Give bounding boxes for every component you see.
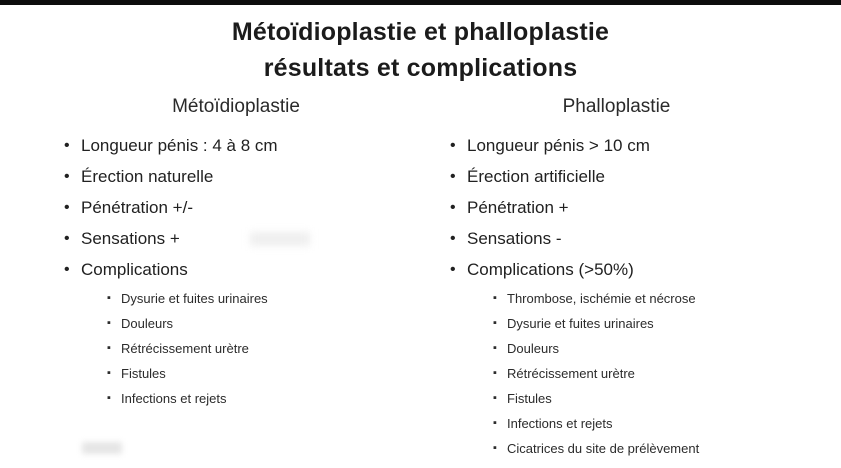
bullet-glyph-icon: • [450, 230, 456, 247]
list-item [448, 254, 831, 461]
list-item-label: Complications (>50%) [467, 260, 634, 279]
content-columns [0, 96, 841, 461]
list-item [448, 130, 831, 161]
bullet-glyph-icon: • [450, 261, 456, 278]
list-item [62, 223, 410, 254]
bullet-glyph-icon: • [64, 199, 70, 216]
sub-list-item-label: Thrombose, ischémie et nécrose [507, 291, 696, 306]
column-heading-right: Phalloplastie [562, 96, 671, 117]
bullet-list-left [62, 130, 410, 411]
list-item-label: Longueur pénis > 10 cm [467, 136, 650, 155]
sub-list-item-label: Fistules [121, 366, 166, 381]
list-item [448, 161, 831, 192]
sub-list-item-label: Cicatrices du site de prélèvement [507, 441, 700, 456]
sub-list-item-label: Douleurs [121, 316, 174, 331]
bullet-glyph-icon: • [450, 199, 456, 216]
bullet-list-right [448, 130, 831, 461]
sub-list-item-label: Infections et rejets [507, 416, 613, 431]
list-item [448, 192, 831, 223]
title-line-1: Métoïdioplastie et phalloplastie [231, 18, 610, 46]
title-line-2: résultats et complications [263, 54, 578, 82]
list-item-label: Érection artificielle [467, 167, 605, 186]
sub-bullet-glyph-icon: ▪ [493, 342, 497, 354]
sub-list-item [493, 361, 831, 386]
list-item-label: Sensations - [467, 229, 562, 248]
sub-list-item-label: Douleurs [507, 341, 560, 356]
sub-list-item [107, 286, 410, 311]
sub-bullet-glyph-icon: ▪ [493, 317, 497, 329]
sub-list-item [493, 411, 831, 436]
sub-list-item-label: Rétrécissement urètre [121, 341, 249, 356]
list-item-label: Érection naturelle [81, 167, 214, 186]
sub-bullet-glyph-icon: ▪ [107, 392, 111, 404]
list-item [62, 254, 410, 411]
sub-list-item [493, 286, 831, 311]
sub-bullet-glyph-icon: ▪ [107, 317, 111, 329]
sub-list-item-label: Dysurie et fuites urinaires [507, 316, 654, 331]
sub-bullet-glyph-icon: ▪ [493, 442, 497, 454]
column-heading-left: Métoïdioplastie [172, 96, 300, 117]
list-item [62, 130, 410, 161]
top-letterbox-band [0, 0, 841, 5]
sub-bullet-glyph-icon: ▪ [107, 367, 111, 379]
bullet-glyph-icon: • [64, 137, 70, 154]
bullet-glyph-icon: • [64, 230, 70, 247]
slide-title [0, 14, 841, 86]
sub-list-item-label: Dysurie et fuites urinaires [121, 291, 268, 306]
sub-bullet-glyph-icon: ▪ [107, 292, 111, 304]
sub-bullet-glyph-icon: ▪ [493, 292, 497, 304]
sub-list-item [107, 361, 410, 386]
bottom-artifact [82, 442, 122, 454]
sub-list-item [493, 386, 831, 411]
sub-bullet-list-left [81, 286, 410, 411]
compression-artifact [250, 232, 310, 246]
list-item-label: Longueur pénis : 4 à 8 cm [81, 136, 278, 155]
sub-bullet-glyph-icon: ▪ [493, 417, 497, 429]
sub-list-item [493, 336, 831, 361]
sub-bullet-glyph-icon: ▪ [107, 342, 111, 354]
list-item-label: Complications [81, 260, 188, 279]
sub-list-item [493, 311, 831, 336]
column-phalloplastie [420, 96, 841, 461]
bullet-glyph-icon: • [64, 261, 70, 278]
column-metoidioplastie [0, 96, 420, 461]
sub-list-item [107, 311, 410, 336]
list-item-label: Sensations + [81, 229, 180, 248]
sub-list-item-label: Fistules [507, 391, 552, 406]
sub-bullet-glyph-icon: ▪ [493, 392, 497, 404]
list-item [62, 161, 410, 192]
list-item-label: Pénétration +/- [81, 198, 193, 217]
sub-list-item [107, 386, 410, 411]
bullet-glyph-icon: • [64, 168, 70, 185]
sub-list-item [493, 436, 831, 461]
bullet-glyph-icon: • [450, 137, 456, 154]
sub-list-item [107, 336, 410, 361]
list-item [448, 223, 831, 254]
sub-list-item-label: Infections et rejets [121, 391, 227, 406]
bullet-glyph-icon: • [450, 168, 456, 185]
sub-bullet-glyph-icon: ▪ [493, 367, 497, 379]
list-item [62, 192, 410, 223]
sub-bullet-list-right [467, 286, 831, 461]
sub-list-item-label: Rétrécissement urètre [507, 366, 635, 381]
list-item-label: Pénétration + [467, 198, 569, 217]
